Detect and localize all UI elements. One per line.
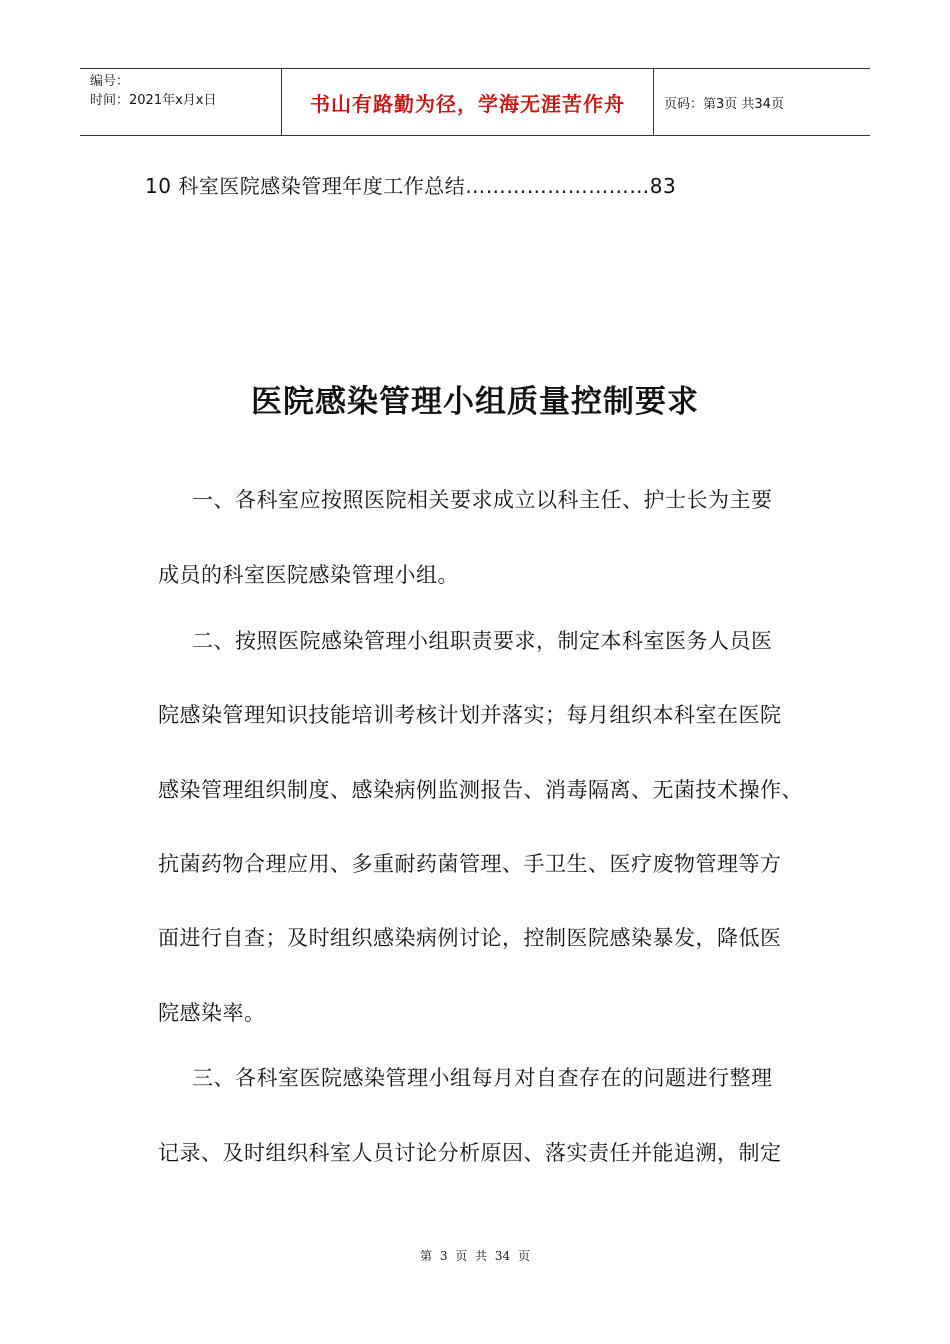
paragraph-line: 成员的科室医院感染管理小组。	[158, 563, 459, 587]
code-label: 编号：	[90, 74, 130, 89]
date-label: 时间：2021年x月x日	[90, 93, 217, 108]
page-info: 页码：第3页 共34页	[664, 96, 784, 112]
paragraph-line: 院感染率。	[158, 1001, 266, 1025]
paragraph-line: 感染管理组织制度、感染病例监测报告、消毒隔离、无菌技术操作、	[158, 778, 803, 802]
paragraph-line: 面进行自查；及时组织感染病例讨论，控制医院感染暴发，降低医	[158, 926, 782, 950]
paragraph-line: 院感染管理知识技能培训考核计划并落实；每月组织本科室在医院	[158, 703, 782, 727]
page-header-table	[80, 68, 870, 136]
header-page-cell	[654, 69, 870, 135]
header-meta-cell	[80, 69, 282, 135]
document-title: 医院感染管理小组质量控制要求	[251, 384, 699, 420]
paragraph-line: 一、各科室应按照医院相关要求成立以科主任、护士长为主要	[192, 488, 773, 512]
motto-text: 书山有路勤为径，学海无涯苦作舟	[310, 91, 625, 116]
paragraph-line: 三、各科室医院感染管理小组每月对自查存在的问题进行整理	[192, 1066, 773, 1090]
toc-entry: 10 科室医院感染管理年度工作总结………………………83	[145, 174, 677, 198]
paragraph-line: 抗菌药物合理应用、多重耐药菌管理、手卫生、医疗废物管理等方	[158, 852, 782, 876]
paragraph-line: 记录、及时组织科室人员讨论分析原因、落实责任并能追溯，制定	[158, 1141, 782, 1165]
paragraph-line: 二、按照医院感染管理小组职责要求，制定本科室医务人员医	[192, 629, 773, 653]
header-motto-cell	[282, 69, 654, 135]
page-footer: 第 3 页 共 34 页	[420, 1249, 530, 1263]
